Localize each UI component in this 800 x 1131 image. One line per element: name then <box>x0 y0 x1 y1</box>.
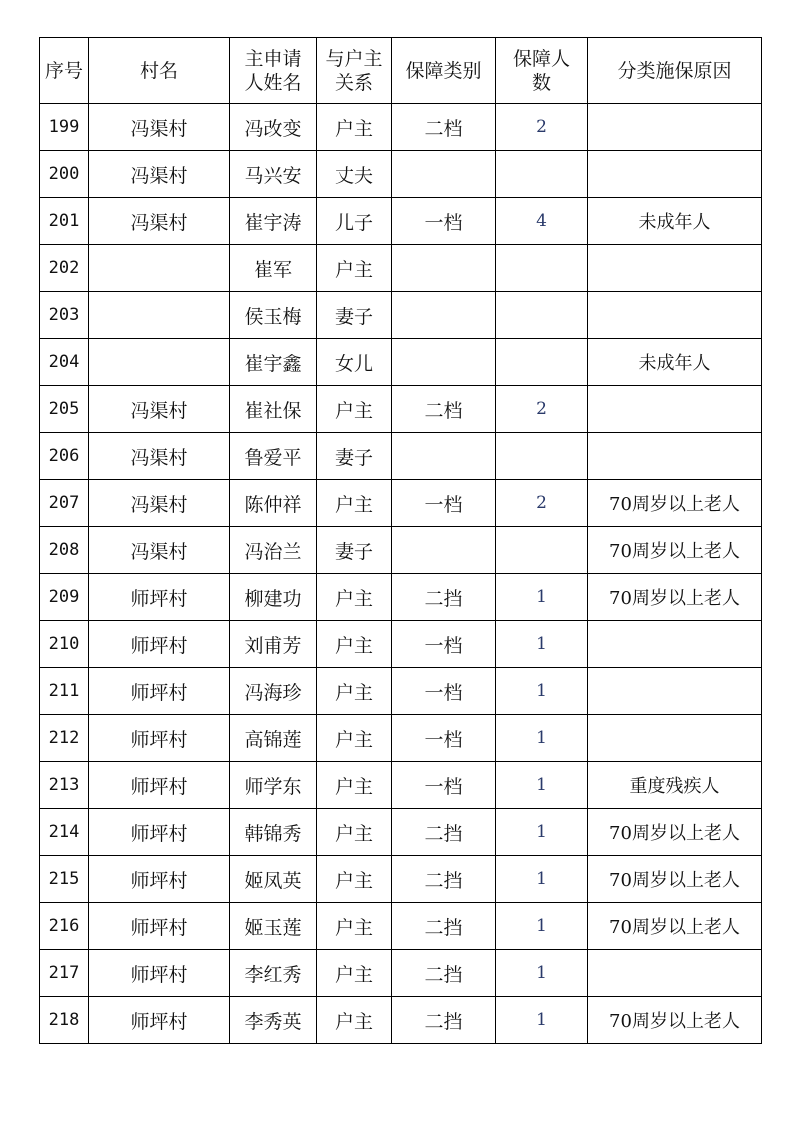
cell-seq: 209 <box>40 574 89 621</box>
cell-relation: 户主 <box>317 104 392 151</box>
cell-reason: 70周岁以上老人 <box>588 480 762 527</box>
cell-relation: 户主 <box>317 762 392 809</box>
table-row <box>40 198 762 245</box>
cell-seq: 204 <box>40 339 89 386</box>
cell-category: 二挡 <box>392 950 496 997</box>
table-row <box>40 856 762 903</box>
cell-relation: 户主 <box>317 950 392 997</box>
cell-village <box>89 292 230 339</box>
cell-category: 二挡 <box>392 809 496 856</box>
cell-reason: 70周岁以上老人 <box>588 574 762 621</box>
header-category: 保障类别 <box>392 38 496 104</box>
cell-relation: 妻子 <box>317 433 392 480</box>
cell-category <box>392 245 496 292</box>
cell-count: 1 <box>496 668 588 715</box>
header-applicant: 主申请人姓名 <box>230 38 317 104</box>
cell-village: 师坪村 <box>89 856 230 903</box>
assistance-table <box>39 37 762 1044</box>
cell-seq: 218 <box>40 997 89 1044</box>
cell-category: 一档 <box>392 198 496 245</box>
cell-category: 一档 <box>392 715 496 762</box>
cell-relation: 女儿 <box>317 339 392 386</box>
cell-seq: 211 <box>40 668 89 715</box>
cell-reason <box>588 621 762 668</box>
header-seq: 序号 <box>40 38 89 104</box>
cell-village: 师坪村 <box>89 809 230 856</box>
cell-seq: 205 <box>40 386 89 433</box>
cell-applicant-name: 姬凤英 <box>230 856 317 903</box>
cell-count: 1 <box>496 715 588 762</box>
cell-seq: 216 <box>40 903 89 950</box>
cell-relation: 丈夫 <box>317 151 392 198</box>
cell-reason: 未成年人 <box>588 198 762 245</box>
cell-reason: 重度残疾人 <box>588 762 762 809</box>
cell-count: 2 <box>496 480 588 527</box>
cell-reason: 70周岁以上老人 <box>588 527 762 574</box>
cell-relation: 户主 <box>317 386 392 433</box>
cell-relation: 户主 <box>317 997 392 1044</box>
cell-count: 1 <box>496 621 588 668</box>
table-row <box>40 292 762 339</box>
cell-reason <box>588 715 762 762</box>
cell-relation: 户主 <box>317 715 392 762</box>
cell-village: 师坪村 <box>89 903 230 950</box>
cell-relation: 户主 <box>317 245 392 292</box>
cell-count: 1 <box>496 574 588 621</box>
cell-seq: 210 <box>40 621 89 668</box>
cell-seq: 215 <box>40 856 89 903</box>
table-row <box>40 480 762 527</box>
cell-relation: 儿子 <box>317 198 392 245</box>
cell-seq: 202 <box>40 245 89 292</box>
cell-category: 一档 <box>392 480 496 527</box>
cell-reason: 70周岁以上老人 <box>588 809 762 856</box>
cell-category <box>392 339 496 386</box>
cell-seq: 213 <box>40 762 89 809</box>
cell-village: 师坪村 <box>89 762 230 809</box>
cell-relation: 户主 <box>317 809 392 856</box>
cell-seq: 203 <box>40 292 89 339</box>
cell-applicant-name: 冯治兰 <box>230 527 317 574</box>
cell-category: 一档 <box>392 668 496 715</box>
cell-category <box>392 292 496 339</box>
table-row <box>40 151 762 198</box>
cell-village: 冯渠村 <box>89 151 230 198</box>
cell-reason <box>588 386 762 433</box>
cell-seq: 208 <box>40 527 89 574</box>
cell-category: 一档 <box>392 621 496 668</box>
table-row <box>40 950 762 997</box>
table-row <box>40 903 762 950</box>
cell-applicant-name: 冯改变 <box>230 104 317 151</box>
cell-count <box>496 433 588 480</box>
cell-count <box>496 151 588 198</box>
cell-applicant-name: 李红秀 <box>230 950 317 997</box>
cell-seq: 217 <box>40 950 89 997</box>
cell-category: 二挡 <box>392 997 496 1044</box>
cell-applicant-name: 刘甫芳 <box>230 621 317 668</box>
cell-reason <box>588 151 762 198</box>
cell-applicant-name: 侯玉梅 <box>230 292 317 339</box>
header-relation: 与户主关系 <box>317 38 392 104</box>
cell-reason <box>588 245 762 292</box>
cell-relation: 妻子 <box>317 292 392 339</box>
cell-seq: 200 <box>40 151 89 198</box>
table-row <box>40 574 762 621</box>
cell-seq: 207 <box>40 480 89 527</box>
cell-relation: 户主 <box>317 574 392 621</box>
header-count: 保障人数 <box>496 38 588 104</box>
cell-applicant-name: 高锦莲 <box>230 715 317 762</box>
cell-reason <box>588 292 762 339</box>
table-row <box>40 668 762 715</box>
cell-category: 二挡 <box>392 574 496 621</box>
cell-applicant-name: 崔宇涛 <box>230 198 317 245</box>
cell-village: 冯渠村 <box>89 433 230 480</box>
cell-count: 1 <box>496 856 588 903</box>
cell-village: 冯渠村 <box>89 104 230 151</box>
cell-count: 2 <box>496 104 588 151</box>
cell-village: 师坪村 <box>89 574 230 621</box>
cell-count: 1 <box>496 903 588 950</box>
cell-count <box>496 527 588 574</box>
cell-applicant-name: 鲁爱平 <box>230 433 317 480</box>
cell-applicant-name: 崔宇鑫 <box>230 339 317 386</box>
cell-village: 冯渠村 <box>89 480 230 527</box>
table-row <box>40 339 762 386</box>
cell-seq: 212 <box>40 715 89 762</box>
cell-applicant-name: 姬玉莲 <box>230 903 317 950</box>
cell-applicant-name: 马兴安 <box>230 151 317 198</box>
table-row <box>40 762 762 809</box>
cell-village: 冯渠村 <box>89 198 230 245</box>
cell-category <box>392 527 496 574</box>
cell-applicant-name: 陈仲祥 <box>230 480 317 527</box>
cell-applicant-name: 师学东 <box>230 762 317 809</box>
cell-village: 师坪村 <box>89 621 230 668</box>
table-row <box>40 809 762 856</box>
table-row <box>40 527 762 574</box>
cell-seq: 206 <box>40 433 89 480</box>
cell-relation: 户主 <box>317 480 392 527</box>
cell-village: 师坪村 <box>89 715 230 762</box>
cell-seq: 201 <box>40 198 89 245</box>
cell-category: 一档 <box>392 762 496 809</box>
cell-relation: 户主 <box>317 621 392 668</box>
cell-count: 1 <box>496 762 588 809</box>
cell-village <box>89 339 230 386</box>
cell-applicant-name: 崔军 <box>230 245 317 292</box>
table-row <box>40 621 762 668</box>
header-village: 村名 <box>89 38 230 104</box>
cell-village: 冯渠村 <box>89 386 230 433</box>
cell-seq: 199 <box>40 104 89 151</box>
cell-count: 1 <box>496 809 588 856</box>
cell-reason: 70周岁以上老人 <box>588 997 762 1044</box>
cell-count: 1 <box>496 950 588 997</box>
cell-reason <box>588 668 762 715</box>
table-row <box>40 715 762 762</box>
cell-village: 师坪村 <box>89 668 230 715</box>
cell-applicant-name: 柳建功 <box>230 574 317 621</box>
cell-category: 二档 <box>392 386 496 433</box>
header-reason: 分类施保原因 <box>588 38 762 104</box>
cell-reason: 70周岁以上老人 <box>588 856 762 903</box>
cell-category: 二挡 <box>392 856 496 903</box>
cell-village: 冯渠村 <box>89 527 230 574</box>
table-row <box>40 997 762 1044</box>
table-row <box>40 104 762 151</box>
cell-applicant-name: 李秀英 <box>230 997 317 1044</box>
cell-reason: 70周岁以上老人 <box>588 903 762 950</box>
cell-count: 2 <box>496 386 588 433</box>
cell-count <box>496 292 588 339</box>
cell-reason <box>588 433 762 480</box>
cell-category: 二挡 <box>392 903 496 950</box>
cell-category <box>392 151 496 198</box>
table-row <box>40 386 762 433</box>
cell-applicant-name: 崔社保 <box>230 386 317 433</box>
cell-seq: 214 <box>40 809 89 856</box>
cell-reason <box>588 104 762 151</box>
cell-village: 师坪村 <box>89 997 230 1044</box>
cell-reason: 未成年人 <box>588 339 762 386</box>
cell-count: 4 <box>496 198 588 245</box>
cell-reason <box>588 950 762 997</box>
table-row <box>40 245 762 292</box>
cell-relation: 妻子 <box>317 527 392 574</box>
document-page <box>39 37 762 1044</box>
cell-village: 师坪村 <box>89 950 230 997</box>
table-row <box>40 433 762 480</box>
cell-count: 1 <box>496 997 588 1044</box>
cell-applicant-name: 冯海珍 <box>230 668 317 715</box>
cell-category: 二档 <box>392 104 496 151</box>
cell-count <box>496 339 588 386</box>
cell-relation: 户主 <box>317 856 392 903</box>
cell-count <box>496 245 588 292</box>
cell-village <box>89 245 230 292</box>
cell-relation: 户主 <box>317 668 392 715</box>
header-row <box>40 38 762 104</box>
cell-relation: 户主 <box>317 903 392 950</box>
table-body <box>40 104 762 1044</box>
cell-category <box>392 433 496 480</box>
cell-applicant-name: 韩锦秀 <box>230 809 317 856</box>
